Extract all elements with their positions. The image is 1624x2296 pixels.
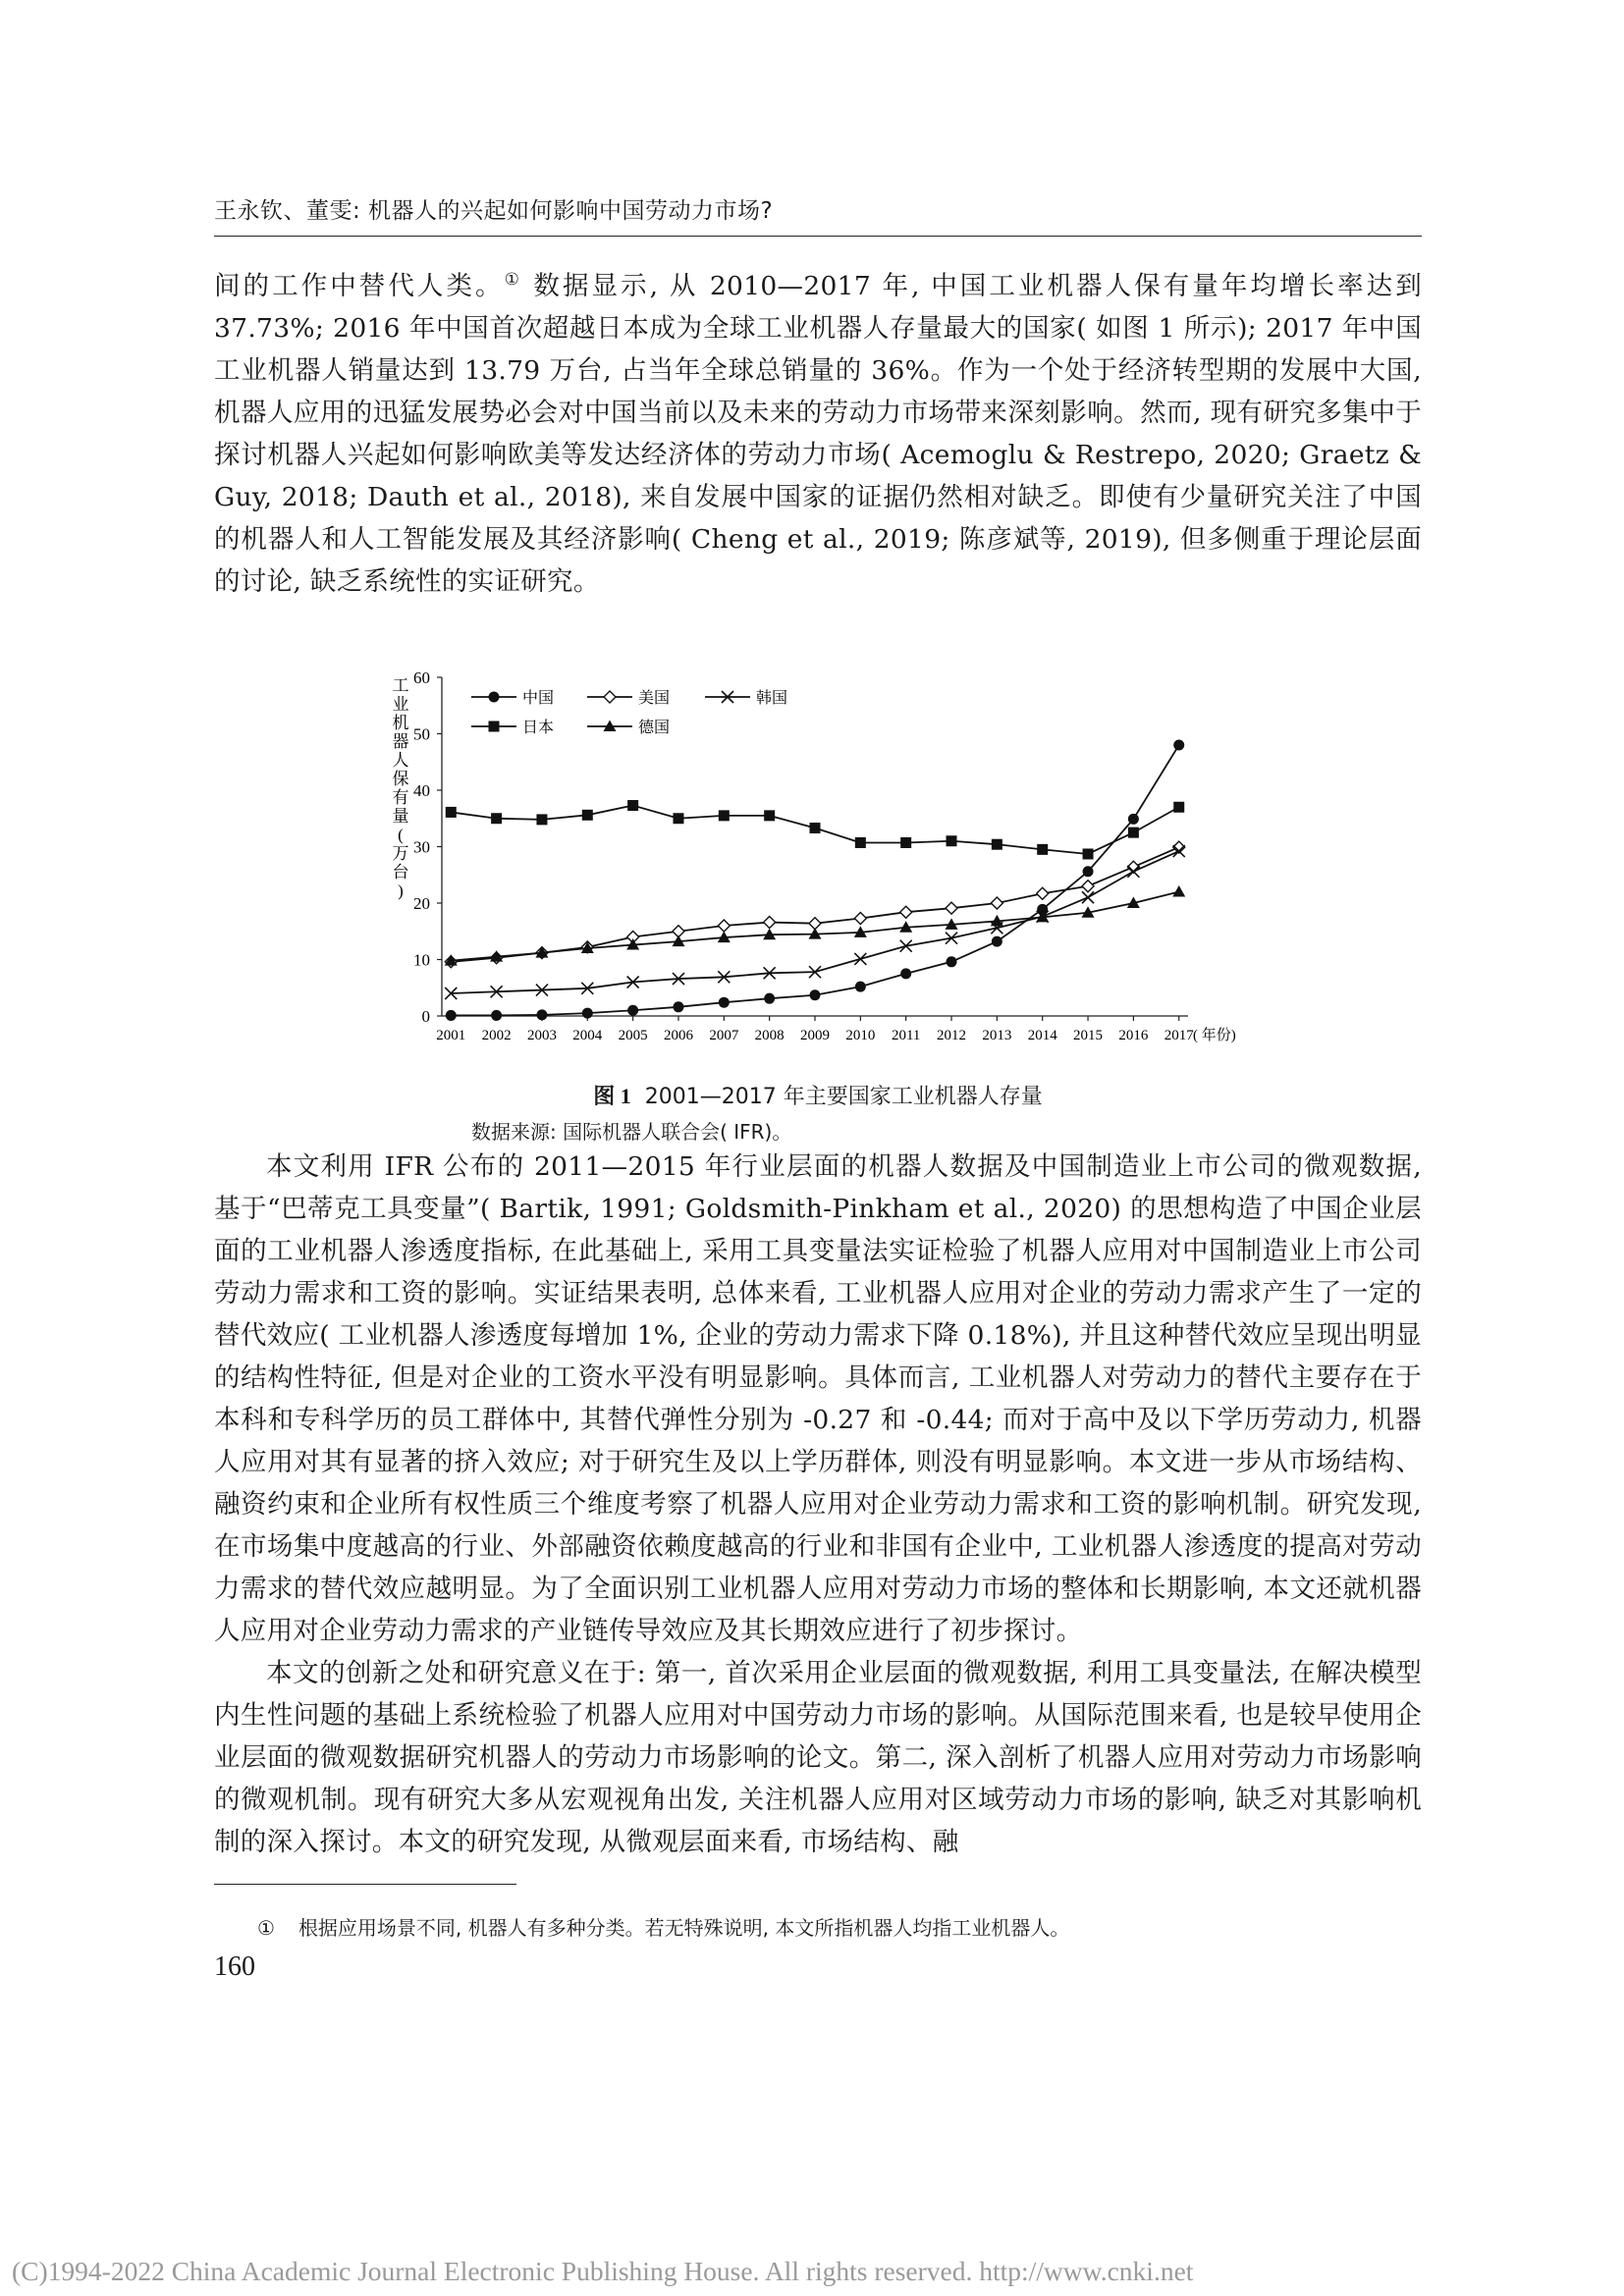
y-tick-label: 50 <box>413 724 430 744</box>
paragraph-3: 本文的创新之处和研究意义在于: 第一, 首次采用企业层面的微观数据, 利用工具变量法, 在解决模型内生性问题的基础上系统检验了机器人应用对中国劳动力市场的影响。从国际范围来看, 也是较早使用企业层面的微观数据研究机器人的劳动力市场影响的论文。第二, 深入剖析了机器人应用对劳动力市场影响的微观机制。现有研究大多从宏观视角出发, 关注机器人应用对区域劳动力市场的影响, 缺乏对其影响机制的深入探讨。本文的研究发现, 从微观层面来看, 市场结构、融 <box>214 1658 1422 1857</box>
x-tick-label: 2008 <box>754 1028 785 1043</box>
data-point <box>719 810 730 821</box>
data-point <box>491 813 502 824</box>
legend-label: 中国 <box>522 688 555 707</box>
x-tick-label: 2006 <box>663 1028 693 1043</box>
figure-caption-number: 图 1 <box>593 1084 631 1108</box>
data-point <box>764 993 775 1004</box>
data-point <box>627 1005 638 1016</box>
figure-1 <box>373 667 1296 1050</box>
y-axis-title: 工业机器人保有量(万台) <box>392 676 409 900</box>
paragraph-1 <box>214 265 1422 603</box>
data-point <box>947 835 957 846</box>
y-tick-label: 60 <box>413 668 430 687</box>
data-point <box>1173 740 1184 751</box>
footnote-reference[interactable]: ① <box>504 270 522 291</box>
series-3 <box>446 800 1184 859</box>
series-line <box>451 745 1178 1015</box>
data-point <box>991 897 1002 909</box>
data-point <box>764 810 775 821</box>
data-point <box>582 1008 593 1019</box>
x-axis-title: ( 年份) <box>1193 1028 1236 1043</box>
running-head: 王永钦、董雯: 机器人的兴起如何影响中国劳动力市场? <box>214 198 774 224</box>
data-point <box>673 1001 683 1012</box>
legend-item <box>471 688 554 707</box>
legend-item <box>587 718 670 736</box>
legend-item <box>705 688 787 707</box>
page-number: 160 <box>214 1951 255 1982</box>
legend-label: 日本 <box>522 718 555 736</box>
data-point <box>900 968 911 979</box>
x-tick-label: 2014 <box>1027 1028 1057 1043</box>
data-point <box>1128 828 1139 838</box>
y-tick-label: 20 <box>413 894 430 913</box>
x-tick-label: 2004 <box>572 1028 603 1043</box>
data-point <box>1173 802 1184 813</box>
x-tick-label: 2010 <box>845 1028 876 1043</box>
series-0 <box>446 740 1184 1021</box>
data-point <box>810 823 821 833</box>
legend-item <box>471 718 554 736</box>
y-tick-label: 40 <box>413 781 430 800</box>
data-point <box>1172 885 1185 897</box>
y-tick-label: 0 <box>421 1007 430 1026</box>
data-point <box>854 953 866 965</box>
copyright-notice: (C)1994-2022 China Academic Journal Electronic Publishing House. All rights reserved. http://www.cnki.net <box>12 2256 1194 2286</box>
data-point <box>900 837 911 848</box>
legend-item <box>587 688 670 707</box>
data-point <box>1083 866 1094 877</box>
x-tick-label: 2013 <box>982 1028 1012 1043</box>
footnote-mark: ① <box>257 1916 275 1940</box>
x-tick-label: 2002 <box>481 1028 512 1043</box>
x-tick-label: 2003 <box>526 1028 557 1043</box>
data-point <box>718 920 730 932</box>
footnote-rule <box>214 1884 516 1885</box>
legend-label: 韩国 <box>756 688 788 707</box>
x-tick-label: 2009 <box>800 1028 830 1043</box>
y-tick-label: 30 <box>413 837 430 857</box>
data-point <box>1082 881 1094 892</box>
paragraph-1-body: 数据显示, 从 2010—2017 年, 中国工业机器人保有量年均增长率达到 37.73%; 2016 年中国首次超越日本成为全球工业机器人存量最大的国家( 如图 1 所示); 2017 年中国工业机器人销量达到 13.79 万台, 占当年全球总销量的 36%。作为一个处于经济转型期的发展中大国, 机器人应用的迅猛发展势必会对中国当前以及未来的劳动力市场带来深刻影响。然而, 现有研究多集中于探讨机器人兴起如何影响欧美等发达经济体的劳动力市场( Acemoglu & Restrepo, 2020; Graetz & Guy, 2018; Dauth et al., 2018), 来自发展中国家的证据仍然相对缺乏。即使有少量研究关注了中国的机器人和人工智能发展及其经济影响( Cheng et al., 2019; 陈彦斌等, 2019), 但多侧重于理论层面的讨论, 缺乏系统性的实证研究。 <box>214 271 1423 597</box>
data-point <box>719 997 730 1008</box>
x-tick-label: 2011 <box>891 1028 921 1043</box>
data-point <box>810 989 821 1000</box>
data-point <box>1037 844 1048 855</box>
data-point <box>491 1010 502 1021</box>
x-tick-label: 2012 <box>937 1028 967 1043</box>
x-tick-label: 2016 <box>1118 1028 1149 1043</box>
data-point <box>536 1009 547 1020</box>
data-point <box>582 810 593 821</box>
header-rule <box>214 236 1422 237</box>
paragraph-1-lead: 间的工作中替代人类。 <box>214 271 505 301</box>
figure-source: 数据来源: 国际机器人联合会( IFR)。 <box>471 1120 792 1144</box>
data-point <box>992 839 1002 850</box>
data-point <box>855 837 866 848</box>
y-tick-label: 10 <box>413 950 430 970</box>
data-point <box>900 906 912 918</box>
series-1 <box>445 841 1184 968</box>
legend-label: 德国 <box>638 718 671 736</box>
data-point <box>946 902 957 914</box>
x-tick-label: 2015 <box>1073 1028 1104 1043</box>
data-point <box>536 814 547 825</box>
data-point <box>992 936 1002 947</box>
legend-marker <box>604 691 616 703</box>
data-point <box>1128 814 1139 825</box>
data-point <box>1082 891 1094 903</box>
x-tick-label: 2005 <box>618 1028 648 1043</box>
legend-label: 美国 <box>638 688 671 707</box>
line-chart <box>373 667 1296 1050</box>
data-point <box>627 800 638 811</box>
paragraph-2: 本文利用 IFR 公布的 2011—2015 年行业层面的机器人数据及中国制造业上市公司的微观数据, 基于“巴蒂克工具变量”( Bartik, 1991; Goldsmith-Pinkham et al., 2020) 的思想构造了中国企业层面的工业机器人渗透度指标, 在此基础上, 采用工具变量法实证检验了机器人应用对中国制造业上市公司劳动力需求和工资的影响。实证结果表明, 总体来看, 工业机器人应用对企业的劳动力需求产生了一定的替代效应( 工业机器人渗透度每增加 1%, 企业的劳动力需求下降 0.18%), 并且这种替代效应呈现出明显的结构性特征, 但是对企业的工资水平没有明显影响。具体而言, 工业机器人对劳动力的替代主要存在于本科和专科学历的员工群体中, 其替代弹性分别为 -0.27 和 -0.44; 而对于高中及以下学历劳动力, 机器人应用对其有显著的挤入效应; 对于研究生及以上学历群体, 则没有明显影响。本文进一步从市场结构、融资约束和企业所有权性质三个维度考察了机器人应用对企业劳动力需求和工资的影响机制。研究发现, 在市场集中度越高的行业、外部融资依赖度越高的行业和非国有企业中, 工业机器人渗透度的提高对劳动力需求的替代效应越明显。为了全面识别工业机器人应用对劳动力市场的整体和长期影响, 本文还就机器人应用对企业劳动力需求的产业链传导效应及其长期效应进行了初步探讨。 <box>214 1151 1422 1646</box>
data-point <box>809 918 821 930</box>
data-point <box>1037 887 1049 899</box>
data-point <box>446 1010 457 1021</box>
figure-caption-text: 2001—2017 年主要国家工业机器人存量 <box>644 1085 1043 1109</box>
data-point <box>764 917 776 929</box>
data-point <box>673 813 683 824</box>
legend-marker <box>489 721 500 732</box>
x-tick-label: 2001 <box>436 1028 466 1043</box>
figure-caption <box>214 1080 1422 1110</box>
x-tick-label: 2007 <box>709 1028 739 1043</box>
footnote-text: 根据应用场景不同, 机器人有多种分类。若无特殊说明, 本文所指机器人均指工业机器人。 <box>298 1916 1070 1940</box>
footnote <box>257 1912 1416 1941</box>
data-point <box>446 807 457 818</box>
x-tick-label: 2017 <box>1164 1028 1194 1043</box>
data-point <box>854 913 866 925</box>
data-point <box>1083 848 1094 859</box>
legend-marker <box>489 692 500 703</box>
data-point <box>855 982 866 992</box>
data-point <box>947 956 957 967</box>
